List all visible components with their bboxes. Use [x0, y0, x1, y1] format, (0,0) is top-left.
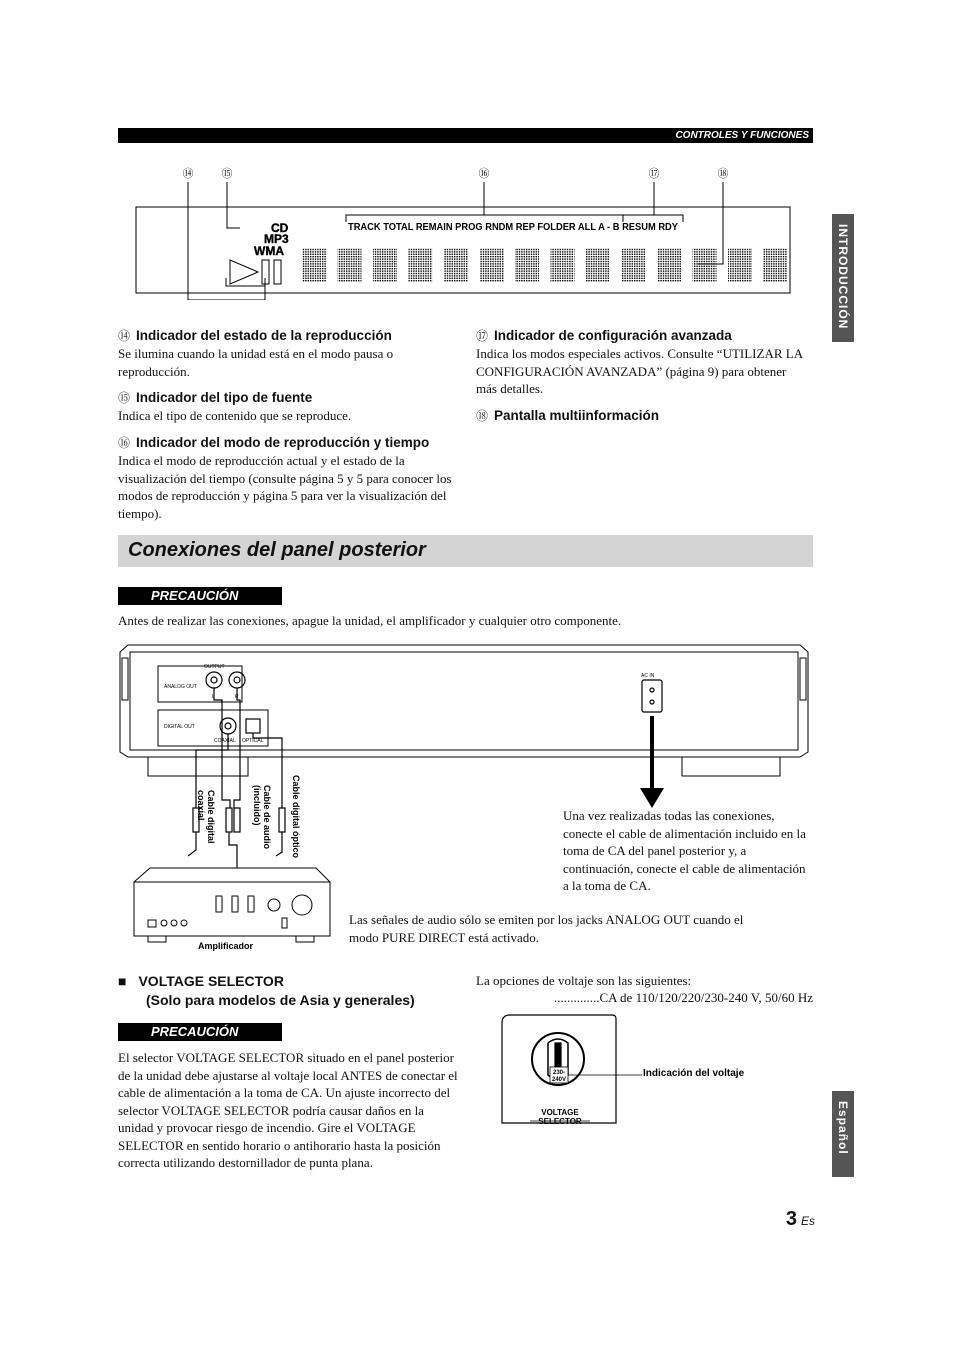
- dot-matrix-cell: [764, 248, 788, 282]
- jack-optical: [246, 719, 260, 733]
- item-14-number: ⑭: [118, 329, 131, 343]
- dot-matrix-cell: [657, 248, 681, 282]
- callout-16: ⑯: [478, 167, 490, 180]
- side-tab-introduccion-label: INTRODUCCIÓN: [836, 224, 850, 330]
- page-lang: Es: [800, 1214, 815, 1228]
- item-15-body: Indica el tipo de contenido que se reproduce.: [118, 408, 352, 423]
- caution-label-voltage: [118, 1023, 282, 1041]
- dot-matrix-cell: [728, 248, 752, 282]
- section-header-text: CONTROLES Y FUNCIONES: [675, 130, 809, 141]
- jack-analog-r: [229, 672, 245, 688]
- page-number: 3: [785, 1208, 797, 1230]
- display-mode-text: TRACK TOTAL REMAIN PROG RNDM REP FOLDER ALL A - B RESUM RDY: [348, 222, 679, 233]
- item-16-title: Indicador del modo de reproducción y tiempo: [136, 435, 430, 450]
- voltage-subtitle: (Solo para modelos de Asia y generales): [146, 992, 415, 1008]
- item-17-number: ⑰: [476, 329, 489, 343]
- caution-label-connections: [118, 587, 282, 605]
- dot-matrix-cell: [409, 248, 433, 282]
- rear-panel-diagram: [118, 640, 818, 955]
- signal-note: Las señales de audio sólo se emiten por los jacks ANALOG OUT cuando el modo PURE DIRECT está activado.: [349, 912, 744, 945]
- section-heading-band: [118, 535, 813, 567]
- voltage-options-value: ..............CA de 110/120/220/230-240 V, 50/60 Hz: [553, 990, 813, 1005]
- label-analog-out: ANALOG OUT: [164, 684, 197, 690]
- jack-analog-l: [206, 672, 222, 688]
- section-header-bar: [118, 128, 813, 143]
- caution-text: Antes de realizar las conexiones, apague la unidad, el amplificador y cualquier otro componente.: [118, 613, 622, 628]
- callout-17: ⑰: [648, 167, 660, 180]
- cable-label-audio-1: Cable de audio: [262, 785, 272, 850]
- source-label-mp3: MP3: [264, 232, 289, 246]
- page-footer: [760, 1208, 815, 1231]
- item-17-body: Indica los modos especiales activos. Consulte “UTILIZAR LA CONFIGURACIÓN AVANZADA” (página 9) para obtener más detalles.: [476, 346, 803, 396]
- label-ac-in: AC IN: [641, 673, 655, 679]
- dot-matrix-cell: [515, 248, 539, 282]
- item-18-title: Pantalla multiinformación: [494, 408, 660, 423]
- cable-label-optical: Cable digital óptico: [291, 775, 301, 859]
- item-15-title: Indicador del tipo de fuente: [136, 390, 313, 405]
- label-digital-out: DIGITAL OUT: [164, 724, 195, 730]
- side-tab-espanol-label: Español: [836, 1101, 850, 1155]
- cable-label-coaxial-2: coaxial: [196, 790, 206, 821]
- callout-15: ⑮: [221, 167, 233, 180]
- dial-value-1: 230-: [552, 1070, 566, 1076]
- label-optical: OPTICAL: [242, 738, 264, 744]
- source-label-cd: CD: [271, 221, 289, 235]
- label-ch-r: R: [235, 694, 239, 700]
- voltage-heading: [118, 972, 478, 1010]
- pause-bar-right-icon: [274, 260, 281, 284]
- cable-label-coaxial-1: Cable digital: [206, 790, 216, 844]
- dot-matrix-cell: [302, 248, 326, 282]
- callout-14: ⑭: [182, 167, 194, 180]
- item-17: [476, 327, 806, 398]
- label-output: OUTPUT: [204, 664, 225, 670]
- amplifier-label: Amplificador: [198, 941, 254, 951]
- item-17-title: Indicador de configuración avanzada: [494, 328, 732, 343]
- dot-matrix-cell: [551, 248, 575, 282]
- voltage-selector-diagram: [500, 1013, 780, 1133]
- selector-label-1: VOLTAGE: [541, 1108, 579, 1117]
- power-arrow-icon: [640, 788, 664, 808]
- label-coaxial: COAXIAL: [214, 738, 236, 744]
- dial-value-2: 240V: [551, 1077, 567, 1083]
- item-18: [476, 407, 806, 425]
- dot-matrix-cell: [338, 248, 362, 282]
- cable-label-audio-2: (incluido): [252, 785, 262, 826]
- item-16-number: ⑯: [118, 436, 131, 450]
- side-tab-introduccion[interactable]: [832, 214, 854, 342]
- voltage-indication-label: Indicación del voltaje: [643, 1068, 745, 1079]
- item-14: [118, 327, 463, 380]
- item-14-body: Se ilumina cuando la unidad está en el modo pausa o reproducción.: [118, 346, 394, 379]
- item-15-number: ⑮: [118, 391, 131, 405]
- dot-matrix-cell: [444, 248, 468, 282]
- caution-label-text: PRECAUCIÓN: [151, 588, 239, 603]
- item-14-title: Indicador del estado de la reproducción: [136, 328, 392, 343]
- voltage-options-intro: La opciones de voltaje son las siguientes:: [476, 973, 692, 988]
- power-note: Una vez realizadas todas las conexiones, conecte el cable de alimentación incluido en la toma de CA del panel posterior y, a continuación, conecte el cable de alimentación a la toma de CA.: [563, 808, 806, 893]
- item-15: [118, 389, 463, 425]
- label-ch-l: L: [212, 694, 215, 700]
- ac-inlet: [642, 680, 662, 712]
- dot-matrix-cell: [622, 248, 646, 282]
- play-icon: [230, 260, 258, 284]
- dot-matrix-cell: [373, 248, 397, 282]
- multi-info-display: [302, 248, 788, 282]
- source-label-wma: WMA: [254, 244, 284, 258]
- item-16-body: Indica el modo de reproducción actual y el estado de la visualización del tiempo (consulte página 5 y 5 para conocer los modos de reproducción y página 5 para ver la visualización del tiempo).: [118, 453, 452, 521]
- section-title: Conexiones del panel posterior: [128, 539, 426, 561]
- dot-matrix-cell: [480, 248, 504, 282]
- voltage-title: VOLTAGE SELECTOR: [138, 973, 284, 989]
- dot-matrix-cell: [693, 248, 717, 282]
- dot-matrix-cell: [586, 248, 610, 282]
- side-tab-espanol[interactable]: [832, 1091, 854, 1177]
- selector-label-2: SELECTOR: [538, 1117, 582, 1126]
- voltage-caution-body: El selector VOLTAGE SELECTOR situado en el panel posterior de la unidad debe ajustarse al voltaje local ANTES de conectar el cable de alimentación a la toma de CA. Un ajuste incorrecto del selector VOLTAGE SELECTOR podría causar daños en la unidad y provocar riesgo de incendio. Gire el VOLTAGE SELECTOR en sentido horario o antihorario hasta la posición correcta utilizando destornillador de punta plana.: [118, 1050, 458, 1170]
- bullet-icon: ■: [118, 973, 127, 989]
- item-16: [118, 434, 463, 522]
- amplifier: [134, 868, 330, 942]
- front-display-diagram: [118, 160, 798, 300]
- callout-18: ⑱: [717, 167, 729, 180]
- caution-label-voltage-text: PRECAUCIÓN: [151, 1024, 239, 1039]
- item-18-number: ⑱: [476, 409, 489, 423]
